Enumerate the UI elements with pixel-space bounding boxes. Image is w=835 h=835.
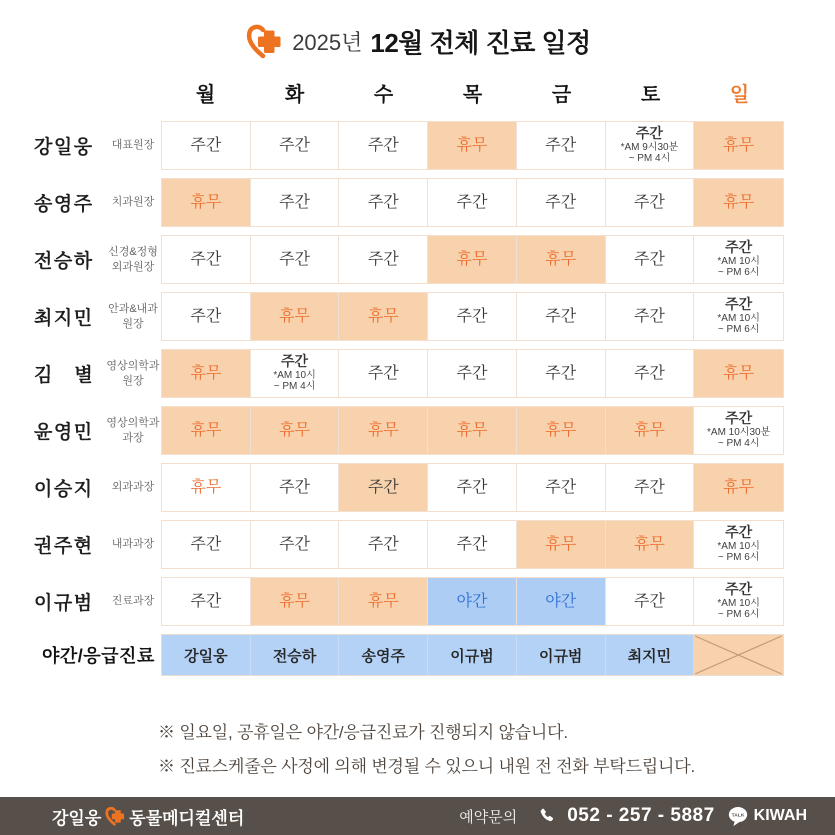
schedule-cell: 휴무 bbox=[428, 236, 517, 283]
masthead bbox=[0, 0, 835, 64]
schedule-row bbox=[30, 577, 784, 626]
heart-cross-icon bbox=[104, 805, 126, 827]
night-duty-cell: 이규범 bbox=[428, 635, 517, 675]
schedule-cell: 휴무 bbox=[428, 407, 517, 454]
schedule-cell: 휴무 bbox=[694, 464, 783, 511]
schedule-cell: 휴무 bbox=[517, 521, 606, 568]
schedule-cell: 주간 bbox=[517, 179, 606, 226]
schedule-cell: 주간 bbox=[517, 464, 606, 511]
day-header-spacer bbox=[30, 74, 161, 113]
schedule-cell: 휴무 bbox=[339, 578, 428, 625]
schedule-table bbox=[30, 74, 784, 676]
doctor-name: 최지민 bbox=[34, 308, 94, 329]
note-sunday-holiday: ※ 일요일, 공휴일은 야간/응급진료가 진행되지 않습니다. bbox=[158, 723, 568, 742]
day-header-cell: 수 bbox=[373, 84, 394, 106]
schedule-row bbox=[30, 520, 784, 569]
bottom-bar bbox=[0, 797, 835, 835]
schedule-row-cells bbox=[161, 520, 784, 569]
doctor-role: 영상의학과 과장 bbox=[106, 417, 160, 444]
schedule-cell: 주간 bbox=[162, 293, 251, 340]
schedule-cell: 주간 bbox=[339, 179, 428, 226]
schedule-cell: 주간 bbox=[339, 521, 428, 568]
schedule-row bbox=[30, 178, 784, 227]
night-duty-cell: 송영주 bbox=[339, 635, 428, 675]
day-header-cell: 일 bbox=[729, 84, 750, 106]
schedule-cell: 주간 bbox=[162, 521, 251, 568]
schedule-cell: 휴무 bbox=[162, 179, 251, 226]
schedule-cell: 주간 bbox=[428, 521, 517, 568]
schedule-cell: 휴무 bbox=[694, 179, 783, 226]
schedule-cell: 휴무 bbox=[517, 236, 606, 283]
night-duty-cell: 강일웅 bbox=[162, 635, 251, 675]
schedule-row-cells bbox=[161, 178, 784, 227]
schedule-cell: 휴무 bbox=[606, 407, 695, 454]
schedule-cell: 주간 bbox=[606, 179, 695, 226]
schedule-row-cells bbox=[161, 577, 784, 626]
schedule-cell: 주간 bbox=[428, 293, 517, 340]
doctor-role: 영상의학과 원장 bbox=[106, 360, 160, 387]
schedule-cell: 주간 bbox=[339, 236, 428, 283]
schedule-cell: 주간 bbox=[162, 236, 251, 283]
schedule-cell: 주간 *AM 10시 ~ PM 4시 bbox=[251, 350, 340, 397]
schedule-cell: 휴무 bbox=[251, 407, 340, 454]
doctor-name: 김 별 bbox=[34, 365, 95, 386]
schedule-cell: 휴무 bbox=[251, 293, 340, 340]
schedule-cell: 주간 bbox=[339, 464, 428, 511]
day-header-cell: 월 bbox=[195, 84, 216, 106]
schedule-cell: 휴무 bbox=[162, 350, 251, 397]
schedule-row bbox=[30, 121, 784, 170]
brand-name-left: 강일웅 bbox=[52, 808, 102, 828]
doctor-role: 외과과장 bbox=[111, 481, 155, 494]
note-schedule-change: ※ 진료스케줄은 사정에 의해 변경될 수 있으니 내원 전 전화 부탁드립니다. bbox=[158, 757, 695, 776]
doctor-label bbox=[30, 406, 161, 455]
schedule-row-cells bbox=[161, 121, 784, 170]
doctor-name: 전승하 bbox=[34, 251, 94, 272]
doctor-label bbox=[30, 121, 161, 170]
schedule-cell: 휴무 bbox=[251, 578, 340, 625]
schedule-cell: 휴무 bbox=[694, 350, 783, 397]
schedule-row-cells bbox=[161, 406, 784, 455]
doctor-label bbox=[30, 178, 161, 227]
schedule-cell: 주간 *AM 10시 ~ PM 6시 bbox=[717, 524, 760, 564]
schedule-row bbox=[30, 235, 784, 284]
doctor-role: 신경&정형 외과원장 bbox=[108, 246, 158, 273]
schedule-cell: 주간 bbox=[517, 350, 606, 397]
doctor-role: 안과&내과 원장 bbox=[108, 303, 158, 330]
night-row-label: 야간/응급진료 bbox=[42, 646, 155, 666]
partner-name: KIWAH bbox=[753, 807, 807, 824]
doctor-label bbox=[30, 292, 161, 341]
day-header-cell: 토 bbox=[640, 84, 661, 106]
schedule-cell: 주간 bbox=[517, 293, 606, 340]
reservation-label: 예약문의 bbox=[459, 808, 518, 826]
schedule-row-cells bbox=[161, 463, 784, 512]
footnotes bbox=[158, 718, 835, 777]
schedule-cell: 주간 bbox=[517, 122, 606, 169]
schedule-cell: 주간 bbox=[428, 179, 517, 226]
doctor-role: 내과과장 bbox=[111, 538, 155, 551]
schedule-cell: 휴무 bbox=[517, 407, 606, 454]
doctor-name: 권주현 bbox=[34, 536, 94, 557]
clinic-brand bbox=[52, 804, 244, 829]
doctor-role: 대표원장 bbox=[111, 139, 155, 152]
doctor-name: 윤영민 bbox=[34, 422, 94, 443]
schedule-cell: 휴무 bbox=[162, 464, 251, 511]
schedule-cell: 휴무 bbox=[428, 122, 517, 169]
night-duty-cell: 전승하 bbox=[251, 635, 340, 675]
schedule-cell: 주간 *AM 10시30분 ~ PM 4시 bbox=[707, 410, 771, 450]
doctor-name: 강일웅 bbox=[34, 137, 94, 158]
day-header-cell: 목 bbox=[462, 84, 483, 106]
schedule-cell: 주간 bbox=[162, 122, 251, 169]
schedule-cell: 주간 bbox=[162, 578, 251, 625]
schedule-cell: 주간 bbox=[606, 578, 695, 625]
night-duty-cell: 이규범 bbox=[517, 635, 606, 675]
svg-text:TALK: TALK bbox=[731, 813, 745, 819]
schedule-cell: 휴무 bbox=[339, 407, 428, 454]
schedule-cell: 주간 bbox=[428, 350, 517, 397]
schedule-row bbox=[30, 406, 784, 455]
kiwah-badge bbox=[727, 805, 807, 827]
schedule-row-cells bbox=[161, 235, 784, 284]
page-title: 12월 전체 진료 일정 bbox=[370, 27, 591, 58]
contact-info bbox=[459, 805, 807, 827]
day-header-cell: 화 bbox=[284, 84, 305, 106]
schedule-row-cells bbox=[161, 349, 784, 398]
schedule-cell: 주간 *AM 10시 ~ PM 6시 bbox=[717, 239, 760, 279]
schedule-year: 2025년 bbox=[292, 29, 363, 55]
no-night-service-cell bbox=[694, 635, 783, 675]
doctor-label bbox=[30, 577, 161, 626]
day-header-cell: 금 bbox=[551, 84, 572, 106]
day-header-row bbox=[30, 74, 784, 113]
doctor-name: 이규범 bbox=[34, 593, 94, 614]
schedule-cell: 주간 *AM 10시 ~ PM 6시 bbox=[717, 296, 760, 336]
schedule-cell: 주간 bbox=[251, 179, 340, 226]
night-emergency-row bbox=[30, 634, 784, 676]
night-duty-cell: 최지민 bbox=[606, 635, 695, 675]
schedule-cell: 야간 bbox=[428, 578, 517, 625]
schedule-cell: 야간 bbox=[517, 578, 606, 625]
schedule-cell: 주간 bbox=[251, 236, 340, 283]
crossed-out-icon bbox=[694, 635, 783, 675]
brand-name-right: 동물메디컬센터 bbox=[129, 808, 245, 828]
doctor-label bbox=[30, 463, 161, 512]
schedule-cell: 주간 bbox=[339, 350, 428, 397]
schedule-cell: 주간 bbox=[251, 122, 340, 169]
schedule-cell: 주간 bbox=[339, 122, 428, 169]
schedule-row bbox=[30, 292, 784, 341]
schedule-cell: 주간 bbox=[251, 521, 340, 568]
schedule-cell: 주간 *AM 10시 ~ PM 6시 bbox=[717, 581, 760, 621]
phone-number: 052 - 257 - 5887 bbox=[567, 805, 715, 826]
phone-icon bbox=[537, 807, 555, 825]
schedule-cell: 휴무 bbox=[162, 407, 251, 454]
schedule-cell: 주간 bbox=[606, 464, 695, 511]
schedule-cell: 주간 bbox=[251, 464, 340, 511]
schedule-row-cells bbox=[161, 292, 784, 341]
schedule-cell: 주간 bbox=[606, 350, 695, 397]
schedule-cell: 주간 bbox=[428, 464, 517, 511]
doctor-name: 송영주 bbox=[34, 194, 94, 215]
doctor-role: 치과원장 bbox=[111, 196, 155, 209]
schedule-cell: 주간 *AM 9시30분 ~ PM 4시 bbox=[606, 122, 695, 169]
doctor-label bbox=[30, 520, 161, 569]
kakao-talk-icon bbox=[727, 805, 749, 827]
heart-cross-icon bbox=[244, 21, 284, 61]
schedule-row bbox=[30, 349, 784, 398]
doctor-label bbox=[30, 235, 161, 284]
doctor-name: 이승지 bbox=[34, 479, 94, 500]
schedule-cell: 주간 bbox=[606, 293, 695, 340]
doctor-label bbox=[30, 349, 161, 398]
schedule-cell: 휴무 bbox=[339, 293, 428, 340]
schedule-rows bbox=[30, 121, 784, 626]
schedule-cell: 휴무 bbox=[694, 122, 783, 169]
night-row-cells bbox=[161, 634, 784, 676]
schedule-row bbox=[30, 463, 784, 512]
doctor-role: 진료과장 bbox=[111, 595, 155, 608]
schedule-cell: 주간 bbox=[606, 236, 695, 283]
schedule-cell: 휴무 bbox=[606, 521, 695, 568]
